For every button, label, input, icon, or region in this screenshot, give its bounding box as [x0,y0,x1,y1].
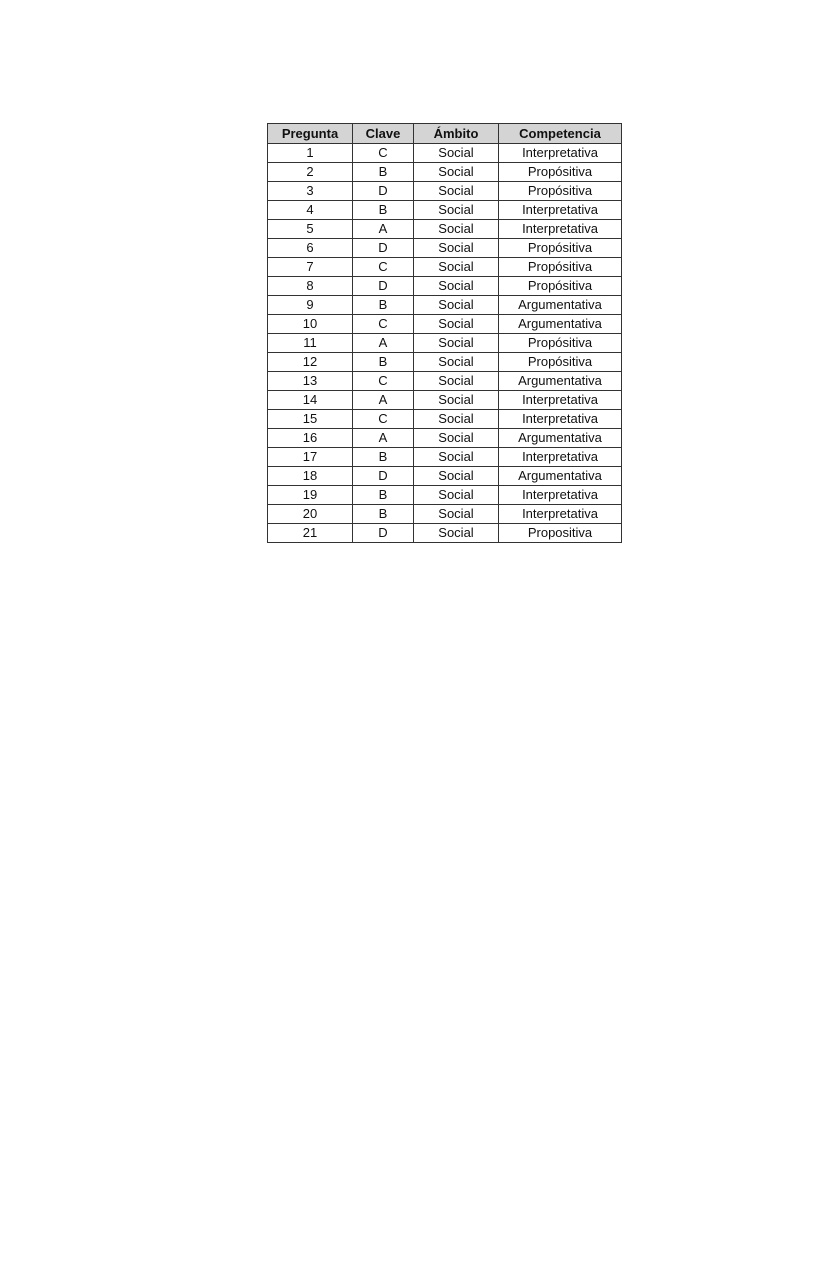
cell-ambito: Social [414,144,499,163]
header-competencia: Competencia [499,124,622,144]
cell-clave: B [353,448,414,467]
cell-clave: A [353,391,414,410]
table-row [268,410,622,429]
cell-competencia: Argumentativa [499,296,622,315]
table-header [268,124,622,144]
cell-ambito: Social [414,315,499,334]
cell-pregunta: 13 [268,372,353,391]
cell-ambito: Social [414,448,499,467]
cell-ambito: Social [414,182,499,201]
cell-pregunta: 6 [268,239,353,258]
cell-competencia: Propósitiva [499,258,622,277]
cell-ambito: Social [414,277,499,296]
cell-clave: C [353,372,414,391]
cell-pregunta: 16 [268,429,353,448]
cell-ambito: Social [414,391,499,410]
table-row [268,505,622,524]
header-pregunta: Pregunta [268,124,353,144]
table-row [268,220,622,239]
header-ambito: Ámbito [414,124,499,144]
header-row [268,124,622,144]
cell-pregunta: 19 [268,486,353,505]
cell-ambito: Social [414,296,499,315]
cell-competencia: Argumentativa [499,467,622,486]
cell-ambito: Social [414,429,499,448]
cell-clave: B [353,163,414,182]
table-row [268,334,622,353]
cell-competencia: Argumentativa [499,315,622,334]
cell-ambito: Social [414,201,499,220]
cell-pregunta: 20 [268,505,353,524]
cell-clave: A [353,334,414,353]
cell-ambito: Social [414,220,499,239]
table-row [268,486,622,505]
cell-competencia: Propósitiva [499,353,622,372]
header-clave: Clave [353,124,414,144]
cell-clave: C [353,144,414,163]
cell-pregunta: 14 [268,391,353,410]
table-row [268,391,622,410]
cell-clave: A [353,429,414,448]
cell-clave: B [353,505,414,524]
cell-competencia: Argumentativa [499,372,622,391]
cell-pregunta: 9 [268,296,353,315]
cell-pregunta: 12 [268,353,353,372]
answer-key-table [267,123,622,543]
cell-competencia: Interpretativa [499,391,622,410]
cell-ambito: Social [414,163,499,182]
cell-clave: D [353,239,414,258]
cell-pregunta: 18 [268,467,353,486]
cell-competencia: Interpretativa [499,201,622,220]
table-row [268,353,622,372]
table-row [268,201,622,220]
table-row [268,467,622,486]
cell-pregunta: 3 [268,182,353,201]
cell-ambito: Social [414,486,499,505]
cell-pregunta: 21 [268,524,353,543]
cell-pregunta: 17 [268,448,353,467]
cell-competencia: Propósitiva [499,163,622,182]
cell-ambito: Social [414,372,499,391]
cell-pregunta: 7 [268,258,353,277]
cell-clave: B [353,486,414,505]
cell-pregunta: 8 [268,277,353,296]
cell-ambito: Social [414,258,499,277]
table-body [268,144,622,543]
cell-ambito: Social [414,410,499,429]
table-row [268,448,622,467]
cell-pregunta: 10 [268,315,353,334]
table-row [268,277,622,296]
cell-clave: D [353,467,414,486]
cell-pregunta: 2 [268,163,353,182]
cell-ambito: Social [414,467,499,486]
cell-clave: B [353,353,414,372]
cell-clave: D [353,277,414,296]
cell-clave: B [353,296,414,315]
table-row [268,163,622,182]
cell-pregunta: 1 [268,144,353,163]
table-row [268,182,622,201]
cell-competencia: Argumentativa [499,429,622,448]
cell-ambito: Social [414,505,499,524]
cell-clave: D [353,524,414,543]
cell-competencia: Interpretativa [499,144,622,163]
cell-clave: A [353,220,414,239]
table-row [268,315,622,334]
cell-competencia: Propósitiva [499,239,622,258]
cell-ambito: Social [414,239,499,258]
cell-competencia: Propósitiva [499,277,622,296]
table-row [268,144,622,163]
cell-clave: D [353,182,414,201]
cell-ambito: Social [414,524,499,543]
cell-competencia: Interpretativa [499,220,622,239]
table-row [268,239,622,258]
cell-clave: C [353,410,414,429]
cell-pregunta: 15 [268,410,353,429]
cell-pregunta: 11 [268,334,353,353]
cell-clave: C [353,258,414,277]
cell-ambito: Social [414,353,499,372]
table-row [268,372,622,391]
cell-clave: B [353,201,414,220]
cell-competencia: Interpretativa [499,505,622,524]
cell-pregunta: 4 [268,201,353,220]
cell-competencia: Propósitiva [499,182,622,201]
cell-clave: C [353,315,414,334]
cell-competencia: Interpretativa [499,486,622,505]
cell-competencia: Propositiva [499,524,622,543]
cell-competencia: Propósitiva [499,334,622,353]
cell-ambito: Social [414,334,499,353]
table-row [268,524,622,543]
cell-competencia: Interpretativa [499,410,622,429]
cell-pregunta: 5 [268,220,353,239]
table-row [268,296,622,315]
table-row [268,429,622,448]
table-row [268,258,622,277]
cell-competencia: Interpretativa [499,448,622,467]
